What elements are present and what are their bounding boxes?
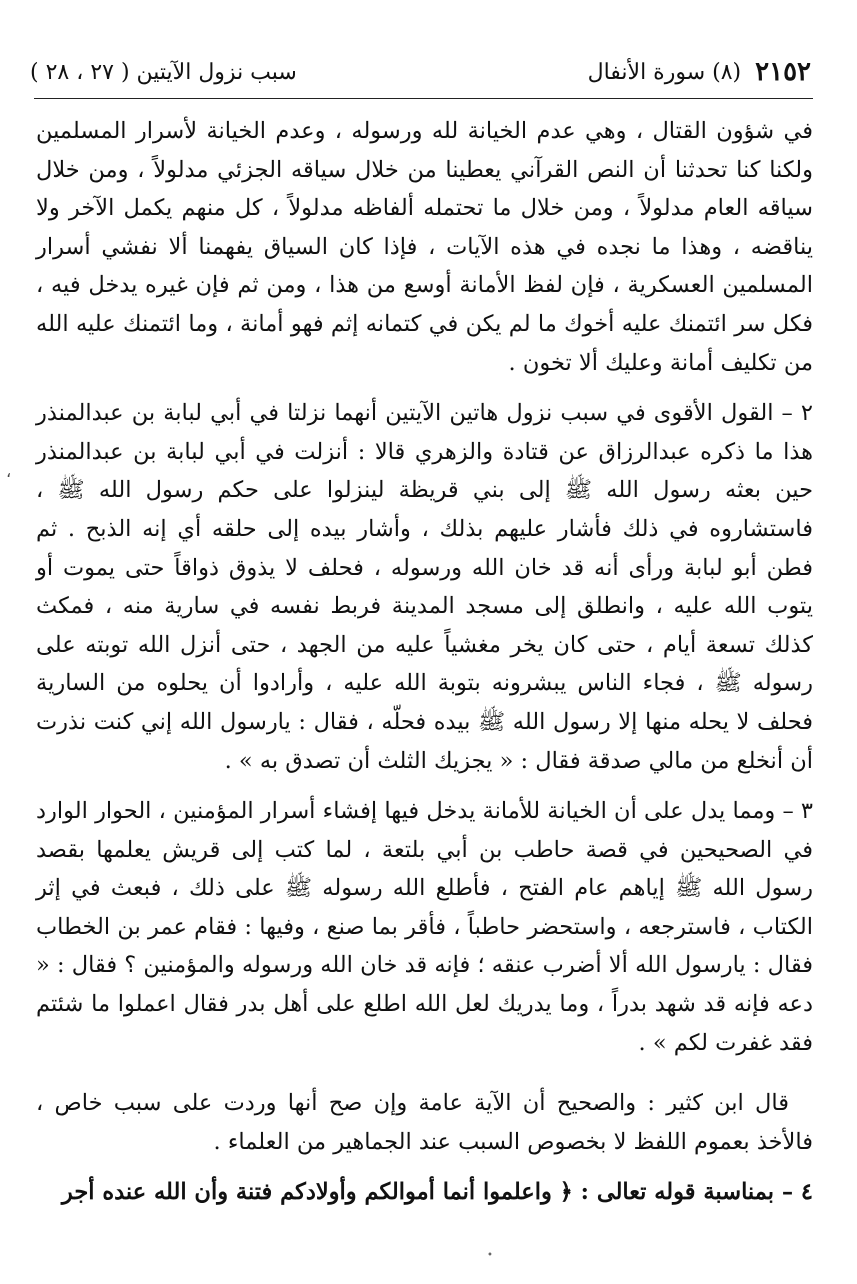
paragraph-intro: في شؤون القتال ، وهي عدم الخيانة لله ورسوله ، وعدم الخيانة لأسرار المسلمين ولكنا كنا تحدثنا أن النص القرآني يعطينا من خلال سياقه الجزئي مدلولاً ، ومن خلال سياقه العام مدلولاً ، ومن خلال ما تحتمله ألفاظه مدلولاً ، كل منهم يكمل الآخر ولا يناقضه ، وهذا ما نجده في هذه الآيات ، فإذا كان السياق يفهمنا ألا نفشي أسرار المسلمين العسكرية ، فإن لفظ الأمانة أوسع من هذا ، ومن ثم فإن غيره يدخل فيه ، فكل سر ائتمنك عليه أخوك ما لم يكن في كتمانه إثم فهو أمانة ، وما ائتمنك عليه الله من تكليف أمانة وعليك ألا تخون . bbox=[36, 118, 813, 376]
page-number: ٢١٥٢ bbox=[755, 57, 811, 87]
paragraph-point-4: ٤ – بمناسبة قوله تعالى : ﴿ واعلموا أنما أموالكم وأولادكم فتنة وأن الله عنده أجر bbox=[61, 1179, 813, 1206]
page-header bbox=[30, 52, 811, 92]
header-divider bbox=[34, 98, 813, 99]
paragraph-point-3: ٣ – ومما يدل على أن الخيانة للأمانة يدخل فيها إفشاء أسرار المؤمنين ، الحوار الوارد في الصحيحين في قصة حاطب بن أبي بلتعة ، لما كتب إلى قريش يعلمها بقصد رسول الله ﷺ إياهم عام الفتح ، فأطلع الله رسوله ﷺ على ذلك ، فبعث في إثر الكتاب ، فاسترجعه ، واستحضر حاطباً ، فأقر بما صنع ، وفيها : فقام عمر بن الخطاب فقال : يارسول الله ألا أضرب عنقه ؛ فإنه قد خان الله ورسوله والمؤمنين ؟ فقال : « دعه فإنه قد شهد بدراً ، وما يدريك لعل الله اطلع على أهل بدر فقال اعملوا ما شئتم فقد غفرت لكم » . bbox=[36, 798, 813, 1056]
paragraph-point-2: ٢ – القول الأقوى في سبب نزول هاتين الآيتين أنهما نزلتا في أبي لبابة بن عبدالمنذر هذا ما ذكره عبدالرزاق عن قتادة والزهري قالا : أنزلت في أبي لبابة بن عبدالمنذر حين بعثه رسول الله ﷺ إلى بني قريظة لينزلوا على حكم رسول الله ﷺ ، فاستشاروه في ذلك فأشار عليهم بذلك ، وأشار بيده إلى حلقه أي إنه الذبح . ثم فطن أبو لبابة ورأى أنه قد خان الله ورسوله ، فحلف لا يذوق ذواقاً حتى يموت أو يتوب الله عليه ، وانطلق إلى مسجد المدينة فربط نفسه في سارية منه ، فمكث كذلك تسعة أيام ، حتى كان يخر مغشياً عليه من الجهد ، حتى أنزل الله توبته على رسوله ﷺ ، فجاء الناس يبشرونه بتوبة الله عليه ، وأرادوا أن يحلوه من السارية فحلف لا يحله منها إلا رسول الله ﷺ بيده فحلّه ، فقال : يارسول الله إني كنت نذرت أن أنخلع من مالي صدقة فقال : « يجزيك الثلث أن تصدق به » . bbox=[36, 400, 813, 774]
section-title: سبب نزول الآيتين ( ٢٧ ، ٢٨ ) bbox=[30, 59, 297, 85]
scan-dot: • bbox=[487, 1250, 493, 1261]
chapter-title: (٨) سورة الأنفال bbox=[587, 59, 742, 85]
header-right-group bbox=[588, 57, 811, 87]
page-body bbox=[36, 112, 813, 1212]
margin-mark: ، bbox=[6, 462, 12, 481]
paragraph-ibn-kathir: قال ابن كثير : والصحيح أن الآية عامة وإن صح أنها وردت على سبب خاص ، فالأخذ بعموم اللفظ لا بخصوص السبب عند الجماهير من العلماء . bbox=[36, 1090, 813, 1155]
